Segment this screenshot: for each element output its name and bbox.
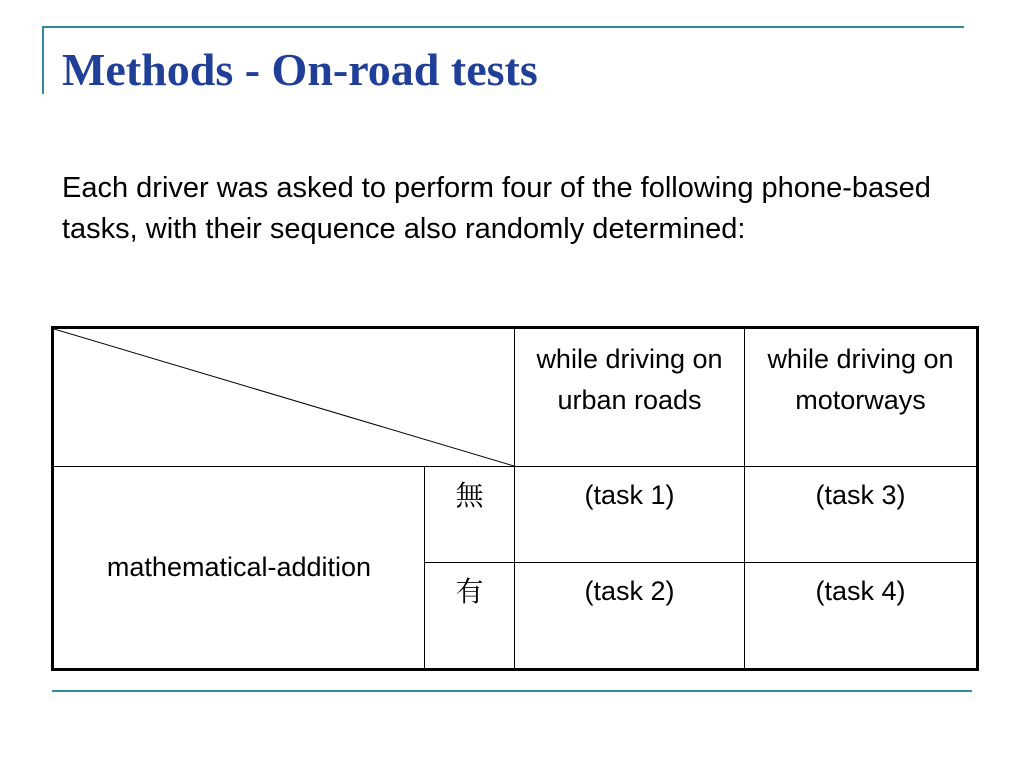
task-cell: (task 3) bbox=[745, 467, 978, 563]
slide-title: Methods - On-road tests bbox=[62, 44, 538, 95]
task-cell: (task 2) bbox=[515, 563, 745, 670]
top-frame-line bbox=[44, 26, 964, 28]
header-urban-roads: while driving on urban roads bbox=[515, 328, 745, 467]
corner-diagonal-line bbox=[54, 329, 514, 466]
condition-marker: 無 bbox=[425, 467, 515, 563]
corner-cell bbox=[53, 328, 515, 467]
intro-paragraph: Each driver was asked to perform four of the following phone-based tasks, with their sequence also randomly determined: bbox=[62, 172, 931, 245]
header-motorways: while driving on motorways bbox=[745, 328, 978, 467]
tasks-table bbox=[51, 326, 979, 671]
bottom-frame-line bbox=[52, 690, 972, 692]
left-frame-line bbox=[42, 26, 44, 94]
task-cell: (task 4) bbox=[745, 563, 978, 670]
condition-marker: 有 bbox=[425, 563, 515, 670]
task-cell: (task 1) bbox=[515, 467, 745, 563]
row-group-label: mathematical-addition bbox=[53, 467, 425, 670]
table-header-row bbox=[53, 328, 978, 467]
table-row bbox=[53, 467, 978, 563]
